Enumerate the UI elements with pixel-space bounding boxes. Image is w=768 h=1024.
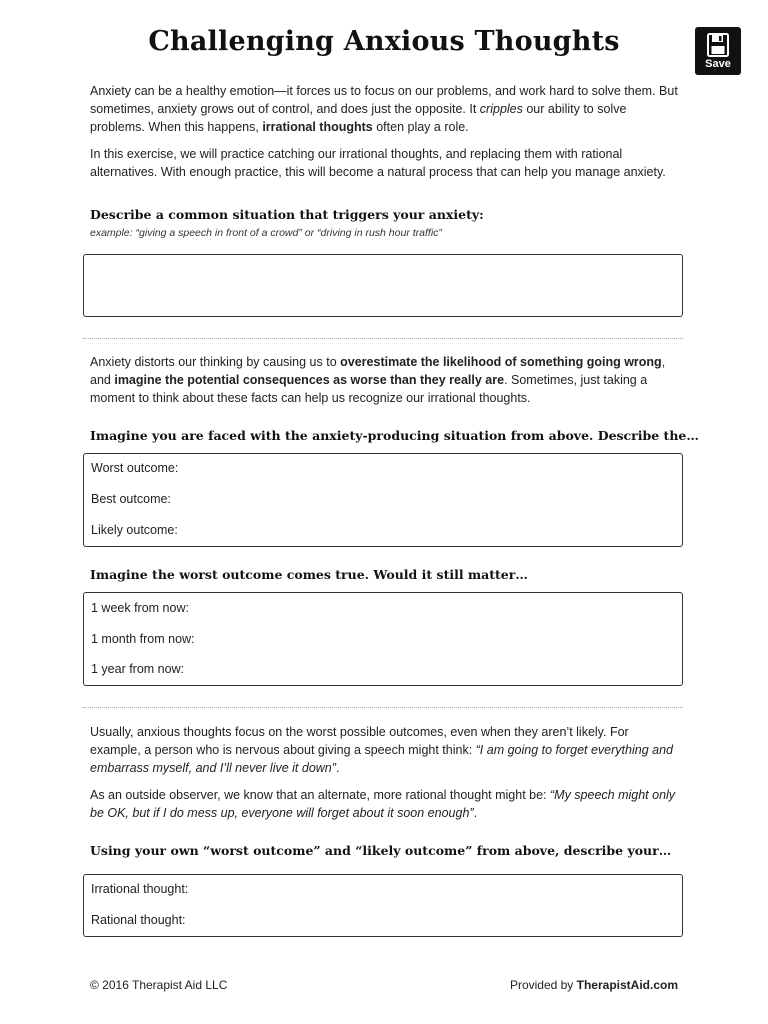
thoughts-box <box>83 874 683 937</box>
save-label: Save <box>705 58 731 70</box>
section-divider <box>83 338 683 339</box>
situation-example: example: “giving a speech in front of a crowd” or “driving in rush hour traffic” <box>90 227 442 239</box>
rational-thought-field[interactable]: Rational thought: <box>91 913 186 927</box>
irrational-thought-field[interactable]: Irrational thought: <box>91 882 189 896</box>
save-button[interactable] <box>695 27 741 75</box>
thoughts-question: Using your own “worst outcome” and “likely outcome” from above, describe your… <box>90 843 672 858</box>
matter-box <box>83 592 683 686</box>
therapistaid-link[interactable]: TherapistAid.com <box>576 978 678 992</box>
outcomes-box <box>83 453 683 547</box>
worst-outcome-field[interactable]: Worst outcome: <box>91 461 179 475</box>
outcomes-question: Imagine you are faced with the anxiety-producing situation from above. Describe the… <box>90 428 699 443</box>
usually-paragraph-1: Usually, anxious thoughts focus on the worst possible outcomes, even when they aren’t likely. For example, a person who is nervous about giving a speech might think: “I am going to forget everything and embarrass myself, and I’ll never live it down”. <box>90 725 673 775</box>
one-year-field[interactable]: 1 year from now: <box>91 662 185 676</box>
usually-text <box>90 723 682 822</box>
intro <box>90 82 682 181</box>
likely-outcome-field[interactable]: Likely outcome: <box>91 523 178 537</box>
one-month-field[interactable]: 1 month from now: <box>91 632 195 646</box>
intro-paragraph-1: Anxiety can be a healthy emotion—it forces us to focus on our problems, and work hard to solve them. But sometimes, anxiety grows out of control, and does just the opposite. It cripples our ability to solve problems. When this happens, irrational thoughts often play a role. <box>90 84 678 134</box>
distortion-text <box>90 353 682 407</box>
best-outcome-field[interactable]: Best outcome: <box>91 492 171 506</box>
situation-question: Describe a common situation that triggers your anxiety: <box>90 207 484 222</box>
situation-answer[interactable] <box>91 261 676 283</box>
copyright: © 2016 Therapist Aid LLC <box>90 978 228 992</box>
floppy-disk-icon <box>707 33 729 57</box>
one-week-field[interactable]: 1 week from now: <box>91 601 189 615</box>
page-title: Challenging Anxious Thoughts <box>148 26 620 57</box>
usually-paragraph-2: As an outside observer, we know that an alternate, more rational thought might be: “My speech might only be OK, but if I do mess up, everyone will forget about it soon enough”. <box>90 788 676 820</box>
provided-by: Provided by TherapistAid.com <box>509 978 678 992</box>
situation-answer-box[interactable] <box>83 254 683 317</box>
section-divider <box>83 707 683 708</box>
intro-paragraph-2: In this exercise, we will practice catching our irrational thoughts, and replacing them with rational alternatives. With enough practice, this will become a natural process that can help you manage anxiety. <box>90 147 666 179</box>
matter-question: Imagine the worst outcome comes true. Would it still matter… <box>90 567 528 582</box>
distortion-paragraph: Anxiety distorts our thinking by causing us to overestimate the likelihood of something going wrong, and imagine the potential consequences as worse than they really are. Sometimes, just taking a moment to think about these facts can help us recognize our irrational thoughts. <box>90 355 666 405</box>
